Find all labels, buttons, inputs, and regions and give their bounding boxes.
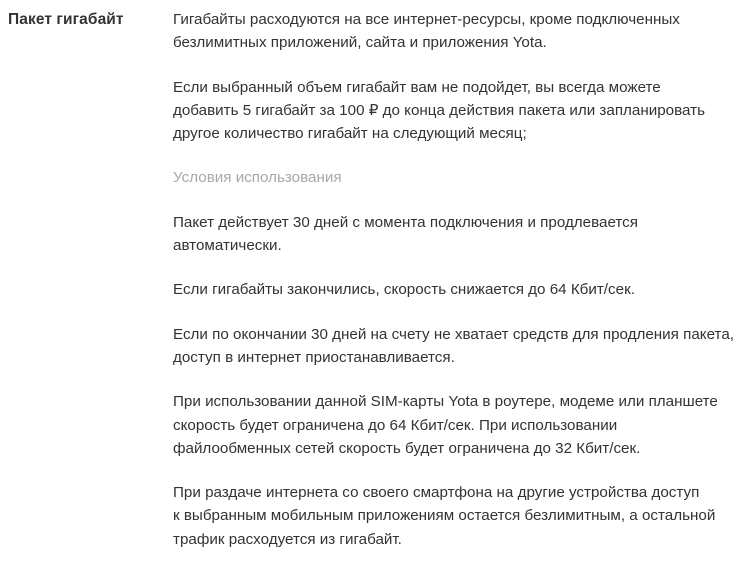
section-label-column [0,0,173,31]
text-line: скорость будет ограничена до 64 Кбит/сек. При использовании [173,416,618,434]
section-title: Пакет гигабайт [8,11,124,28]
text-line: Условия использования [173,169,342,187]
text-line: Гигабайты расходуются на все интернет-ресурсы, кроме подключенных [173,11,680,28]
paragraph [173,278,744,301]
text-line: автоматически. [173,237,282,255]
text-line: другое количество гигабайт на следующий месяц; [173,125,527,143]
text-line: При раздаче интернета со своего смартфона на другие устройства доступ [173,484,700,502]
text-line: Если выбранный объем гигабайт вам не подойдет, вы всегда можете [173,78,661,96]
paragraph [173,211,744,258]
text-line: При использовании данной SIM-карты Yota в роутере, модеме или планшете [173,393,718,411]
text-line: Если по окончании 30 дней на счету не хватает средств для продления пакета, [173,325,734,343]
paragraph [173,390,744,460]
paragraph [173,323,744,370]
paragraph [173,76,744,146]
text-line: трафик расходуется из гигабайт. [173,530,402,548]
text-line: файлообменных сетей скорость будет ограничена до 32 Кбит/сек. [173,439,641,457]
text-line: безлимитных приложений, сайта и приложения Yota. [173,34,547,52]
text-line: Если гигабайты закончились, скорость снижается до 64 Кбит/сек. [173,281,635,299]
subsection-heading [173,166,744,189]
section-content-column [173,0,744,551]
text-line: Пакет действует 30 дней с момента подключения и продлевается [173,213,639,231]
text-line: доступ в интернет приостанавливается. [173,348,455,366]
text-line: к выбранным мобильным приложениям остается безлимитным, а остальной [173,507,716,525]
text-line: добавить 5 гигабайт за 100 ₽ до конца действия пакета или запланировать [173,101,706,119]
paragraph [173,8,744,55]
paragraph [173,481,744,551]
